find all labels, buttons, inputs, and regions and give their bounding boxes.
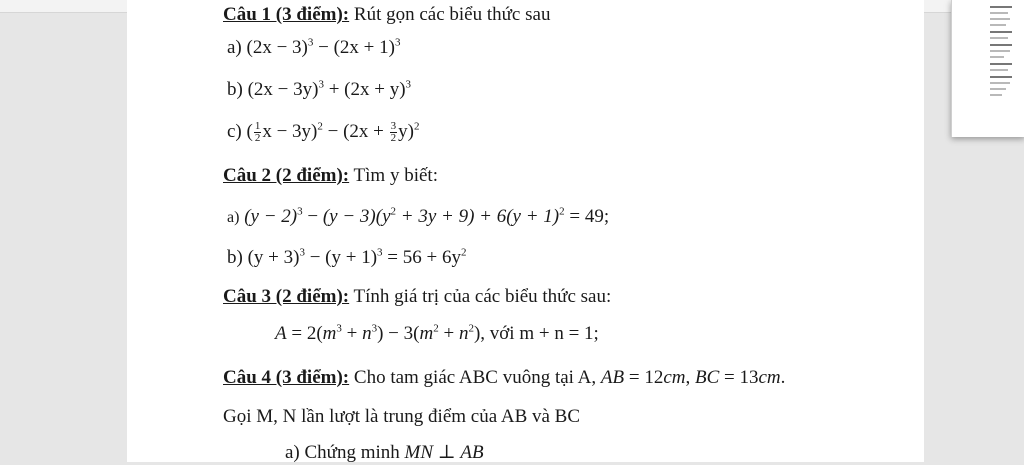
- math-expression: $A = 2(m^3 + n^3) - 3(m^2 + n^2)$, với m + n = 1;: [275, 322, 599, 344]
- question-1-item-a: [227, 36, 400, 60]
- question-2-item-b: [227, 246, 466, 270]
- item-label: a) Chứng minh: [285, 442, 400, 463]
- math-expression: ( $\frac{1}{2}$ x − 3y)$^2$ − (2x + $\frac{3}{2}$ y)$^2$: [246, 120, 420, 145]
- question-1-heading: Câu 1 (3 điểm):: [223, 4, 350, 25]
- question-2-heading: Câu 2 (2 điểm):: [223, 165, 350, 186]
- question-1-heading-line: [223, 3, 550, 27]
- question-2-item-a: [227, 205, 609, 230]
- question-3-heading-line: [223, 285, 611, 309]
- question-3-text: Tính giá trị của các biểu thức sau:: [349, 286, 612, 307]
- question-2-heading-line: [223, 164, 438, 188]
- math-expression: $(2x - 3)^3 - (2x + 1)^3$: [246, 36, 401, 58]
- question-4-line-2: Gọi M, N lần lượt là trung điểm của AB và BC: [223, 406, 581, 427]
- item-label: a): [227, 37, 242, 58]
- math-expression: $(y + 3)^3 - (y + 1)^3 = 56 + 6y^2$: [247, 246, 467, 268]
- question-4-heading: Câu 4 (3 điểm):: [223, 367, 350, 388]
- math-expression: MN ⊥ AB: [404, 442, 484, 463]
- question-4-heading-line: [223, 366, 785, 390]
- question-4-text: Cho tam giác ABC vuông tại A, AB = 12cm, BC = 13cm.: [349, 367, 786, 388]
- question-1-item-b: [227, 78, 411, 102]
- document-page: [127, 0, 924, 462]
- item-label: a): [227, 209, 240, 226]
- item-label: b): [227, 79, 243, 100]
- item-label: c): [227, 121, 242, 142]
- question-3-heading: Câu 3 (2 điểm):: [223, 286, 350, 307]
- question-2-text: Tìm y biết:: [349, 165, 438, 186]
- page-thumbnail[interactable]: [951, 0, 1024, 137]
- question-3-expression: [275, 322, 599, 346]
- math-expression: $(2x - 3y)^3 + (2x + y)^3$: [247, 78, 412, 100]
- question-4-item-a: [285, 441, 484, 465]
- math-expression: $(y - 2)^3 - (y - 3)(y^2 + 3y + 9) + 6(y + 1)^2 = 49$;: [244, 205, 610, 227]
- item-label: b): [227, 247, 243, 268]
- question-1-item-c: [227, 120, 419, 144]
- question-1-text: Rút gọn các biểu thức sau: [349, 4, 551, 25]
